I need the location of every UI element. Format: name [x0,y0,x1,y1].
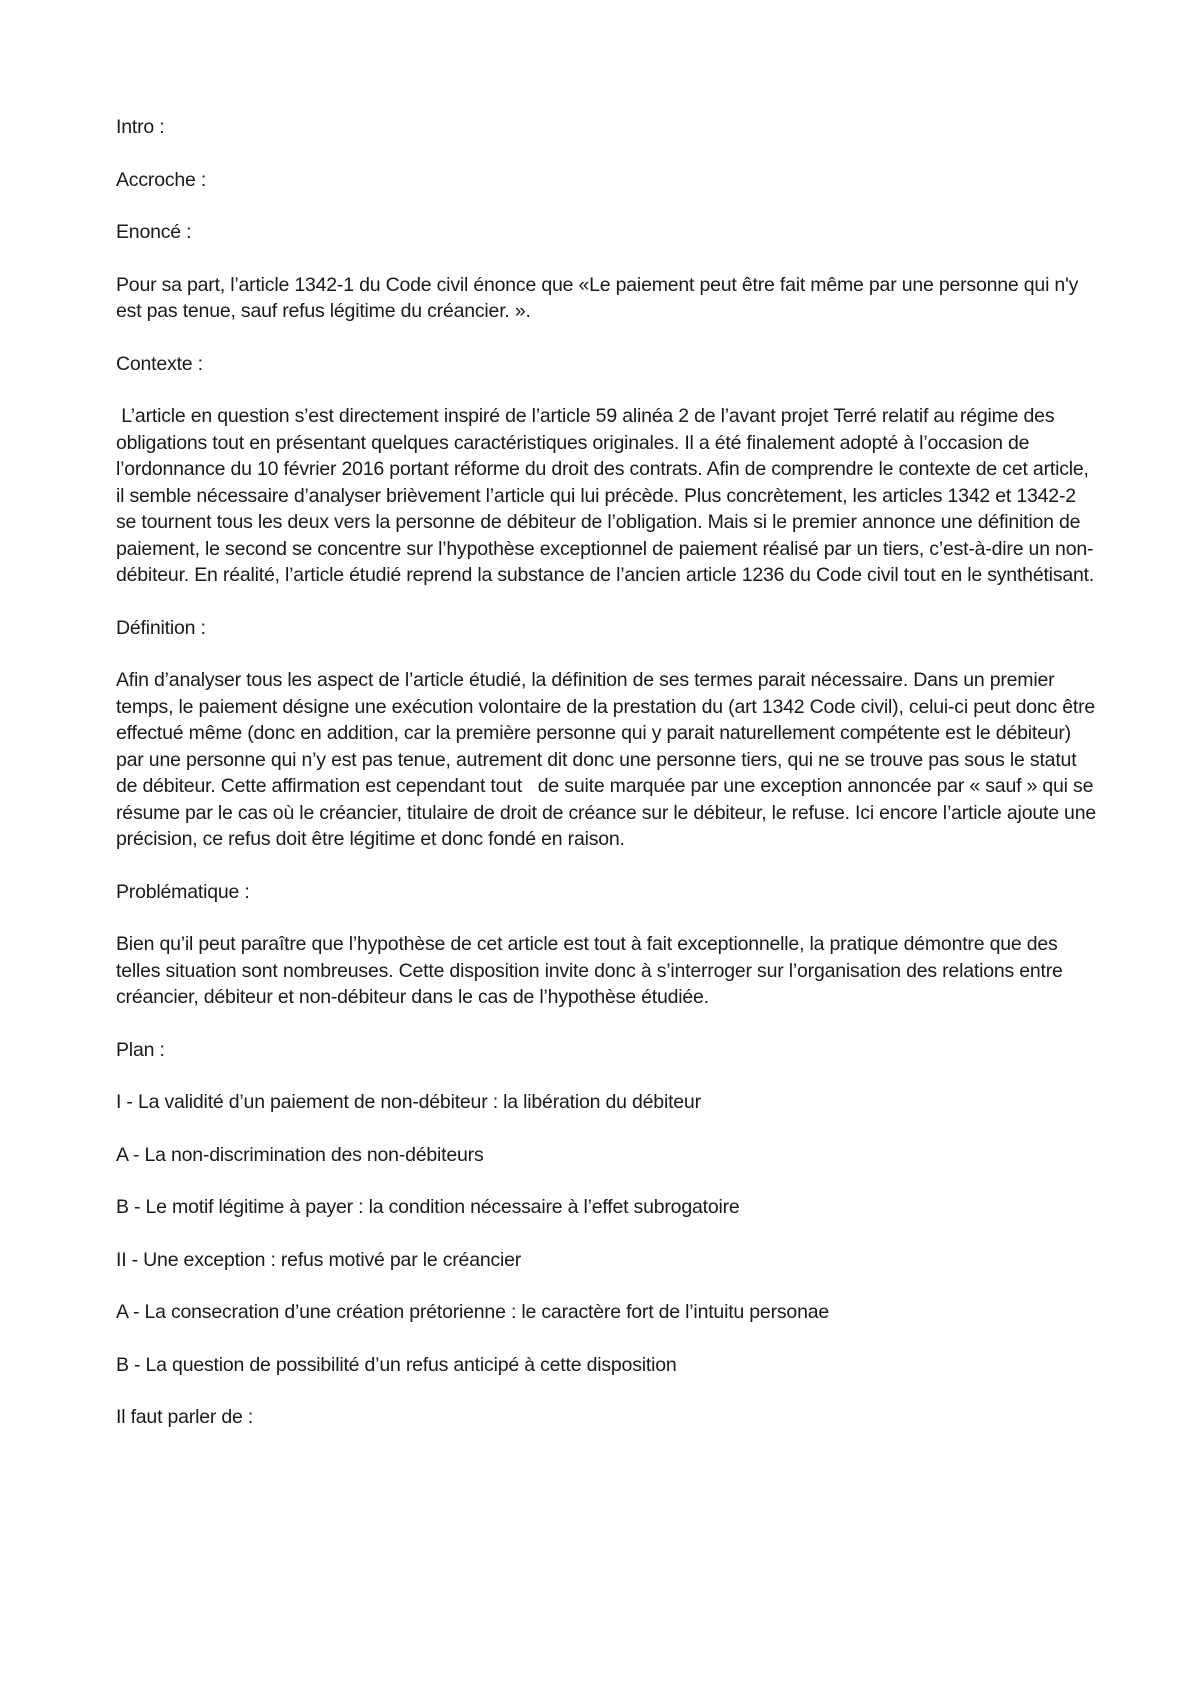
problematique-heading: Problématique : [116,880,250,903]
plan-item-part-2: II - Une exception : refus motivé par le créancier [116,1248,522,1271]
plan-item-part-2a: A - La consecration d’une création prétorienne : le caractère fort de l’intuitu personae [116,1301,830,1323]
accroche-heading: Accroche : [116,168,207,191]
contexte-heading: Contexte : [116,352,203,375]
intro-heading: Intro : [116,116,165,138]
plan-item-part-1b: B - Le motif légitime à payer : la condition nécessaire à l’effet subrogatoire [116,1196,740,1218]
definition-heading: Définition : [116,616,206,639]
definition-paragraph: Afin d’analyser tous les aspect de l’article étudié, la définition de ses termes parait nécessaire. Dans un premier temps, le paiement désigne une exécution volontaire de la prestation du (art 1342 Code civil), celui-ci peut donc être effectué même (donc en addition, car la première personne qui y parait naturellement compétente est le débiteur) par une personne qui n’y est pas tenue, autrement dit donc une personne tiers, qui ne se trouve pas sous le statut de débiteur. Cette affirmation est cependant tout de suite marquée par une exception annoncée par « sauf » qui se résume par le cas où le créancier, titulaire de droit de créance sur le débiteur, le refuse. Ici encore l’article ajoute une précision, ce refus doit être légitime et donc fondé en raison. [116,669,1102,850]
enonce-heading: Enoncé : [116,221,192,243]
document-body [116,114,1100,1457]
problematique-paragraph: Bien qu’il peut paraître que l’hypothèse de cet article est tout à fait exceptionnelle, la pratique démontre que des telles situation sont nombreuses. Cette disposition invite donc à s’interroger sur l’organisation des relations entre créancier, débiteur et non-débiteur dans le cas de l’hypothèse étudiée. [116,933,1063,1008]
plan-heading: Plan : [116,1038,165,1061]
enonce-paragraph: Pour sa part, l’article 1342-1 du Code civil énonce que «Le paiement peut être fait même par une personne qui n'y est pas tenue, sauf refus légitime du créancier. ». [116,273,1079,322]
contexte-paragraph: L’article en question s’est directement inspiré de l’article 59 alinéa 2 de l’avant projet Terré relatif au régime des obligations tout en présentant quelques caractéristiques originales. Il a été finalement adopté à l’occasion de l’ordonnance du 10 février 2016 portant réforme du droit des contrats. Afin de comprendre le contexte de cet article, il semble nécessaire d’analyser brièvement l’article qui lui précède. Plus concrètement, les articles 1342 et 1342-2 se tournent tous les deux vers la personne de débiteur de l’obligation. Mais si le premier annonce une définition de paiement, le second se concentre sur l’hypothèse exceptionnel de paiement réalisé par un tiers, c’est-à-dire un non-débiteur. En réalité, l’article étudié reprend la substance de l’ancien article 1236 du Code civil tout en le synthétisant. [116,405,1095,586]
plan-item-part-2b: B - La question de possibilité d’un refus anticipé à cette disposition [116,1353,677,1376]
closing-heading: Il faut parler de : [116,1406,254,1428]
plan-item-part-1: I - La validité d’un paiement de non-débiteur : la libération du débiteur [116,1091,701,1113]
plan-item-part-1a: A - La non-discrimination des non-débiteurs [116,1143,484,1166]
